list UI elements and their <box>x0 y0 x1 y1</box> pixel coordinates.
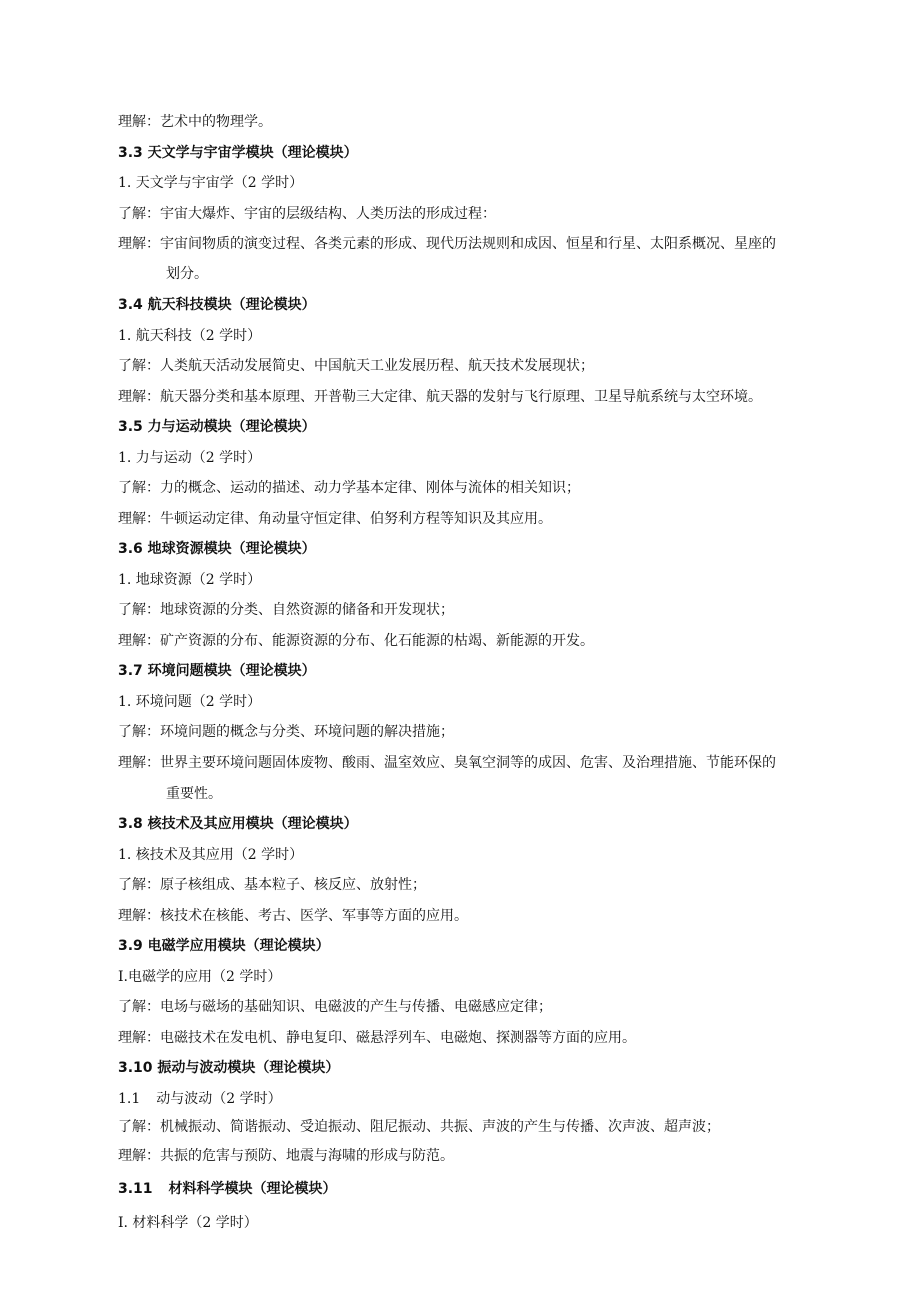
section-heading-3-4: 3.4 航天科技模块（理论模块） <box>118 297 316 313</box>
understand-line: 了解：力的概念、运动的描述、动力学基本定律、刚体与流体的相关知识； <box>118 480 580 496</box>
comprehend-line: 理解：牛顿运动定律、角动量守恒定律、伯努利方程等知识及其应用。 <box>118 511 552 527</box>
comprehend-line: 理解：矿产资源的分布、能源资源的分布、化石能源的枯竭、新能源的开发。 <box>118 633 594 649</box>
understand-line: 了解：原子核组成、基本粒子、核反应、放射性； <box>118 877 426 893</box>
understand-line: 了解：机械振动、简谐振动、受迫振动、阻尼振动、共振、声波的产生与传播、次声波、超声波； <box>118 1119 720 1135</box>
section-heading-3-7: 3.7 环境问题模块（理论模块） <box>118 663 316 679</box>
understand-line: 了解：环境问题的概念与分类、环境问题的解决措施； <box>118 724 454 740</box>
section-heading-3-5: 3.5 力与运动模块（理论模块） <box>118 419 316 435</box>
comprehend-line: 理解：宇宙间物质的演变过程、各类元素的形成、现代历法规则和成因、恒星和行星、太阳系概况、星座的 <box>118 236 776 252</box>
section-heading-3-11 <box>118 1181 858 1197</box>
section-heading-3-10: 3.10 振动与波动模块（理论模块） <box>118 1060 340 1076</box>
understand-line: 了解：宇宙大爆炸、宇宙的层级结构、人类历法的形成过程： <box>118 206 496 222</box>
subsection-title: I. 材料科学（2 学时） <box>118 1215 258 1231</box>
section-heading-3-9: 3.9 电磁学应用模块（理论模块） <box>118 938 330 954</box>
subsection-title: 1. 核技术及其应用（2 学时） <box>118 847 304 863</box>
text-line: 理解：艺术中的物理学。 <box>118 114 272 130</box>
comprehend-line-continued: 划分。 <box>166 266 208 282</box>
comprehend-line: 理解：电磁技术在发电机、静电复印、磁悬浮列车、电磁炮、探测器等方面的应用。 <box>118 1030 636 1046</box>
subsection-title: I.电磁学的应用（2 学时） <box>118 969 282 985</box>
subsection-title: 1. 环境问题（2 学时） <box>118 694 262 710</box>
subsection-number: 1.1 <box>118 1091 141 1107</box>
understand-line: 了解：电场与磁场的基础知识、电磁波的产生与传播、电磁感应定律； <box>118 999 552 1015</box>
comprehend-line: 理解：世界主要环境问题固体废物、酸雨、温室效应、臭氧空洞等的成因、危害、及治理措施、节能环保的 <box>118 755 776 771</box>
comprehend-line: 理解：航天器分类和基本原理、开普勒三大定律、航天器的发射与飞行原理、卫星导航系统与太空环境。 <box>118 389 762 405</box>
section-heading-3-3: 3.3 天文学与宇宙学模块（理论模块） <box>118 145 358 161</box>
understand-line: 了解：人类航天活动发展简史、中国航天工业发展历程、航天技术发展现状； <box>118 358 594 374</box>
section-name: 材料科学模块（理论模块） <box>168 1181 337 1197</box>
subsection-title: 1. 天文学与宇宙学（2 学时） <box>118 175 304 191</box>
comprehend-line: 理解：核技术在核能、考古、医学、军事等方面的应用。 <box>118 908 468 924</box>
understand-line: 了解：地球资源的分类、自然资源的储备和开发现状； <box>118 602 454 618</box>
subsection-title: 1. 航天科技（2 学时） <box>118 328 262 344</box>
section-heading-3-8: 3.8 核技术及其应用模块（理论模块） <box>118 816 358 832</box>
subsection-title: 1. 力与运动（2 学时） <box>118 450 262 466</box>
subsection-name: 动与波动（2 学时） <box>156 1091 282 1107</box>
subsection-title: 1. 地球资源（2 学时） <box>118 572 262 588</box>
section-heading-3-6: 3.6 地球资源模块（理论模块） <box>118 541 316 557</box>
comprehend-line: 理解：共振的危害与预防、地震与海啸的形成与防范。 <box>118 1148 454 1164</box>
section-number: 3.11 <box>118 1181 153 1197</box>
comprehend-line-continued: 重要性。 <box>166 786 222 802</box>
subsection-title <box>118 1091 858 1107</box>
